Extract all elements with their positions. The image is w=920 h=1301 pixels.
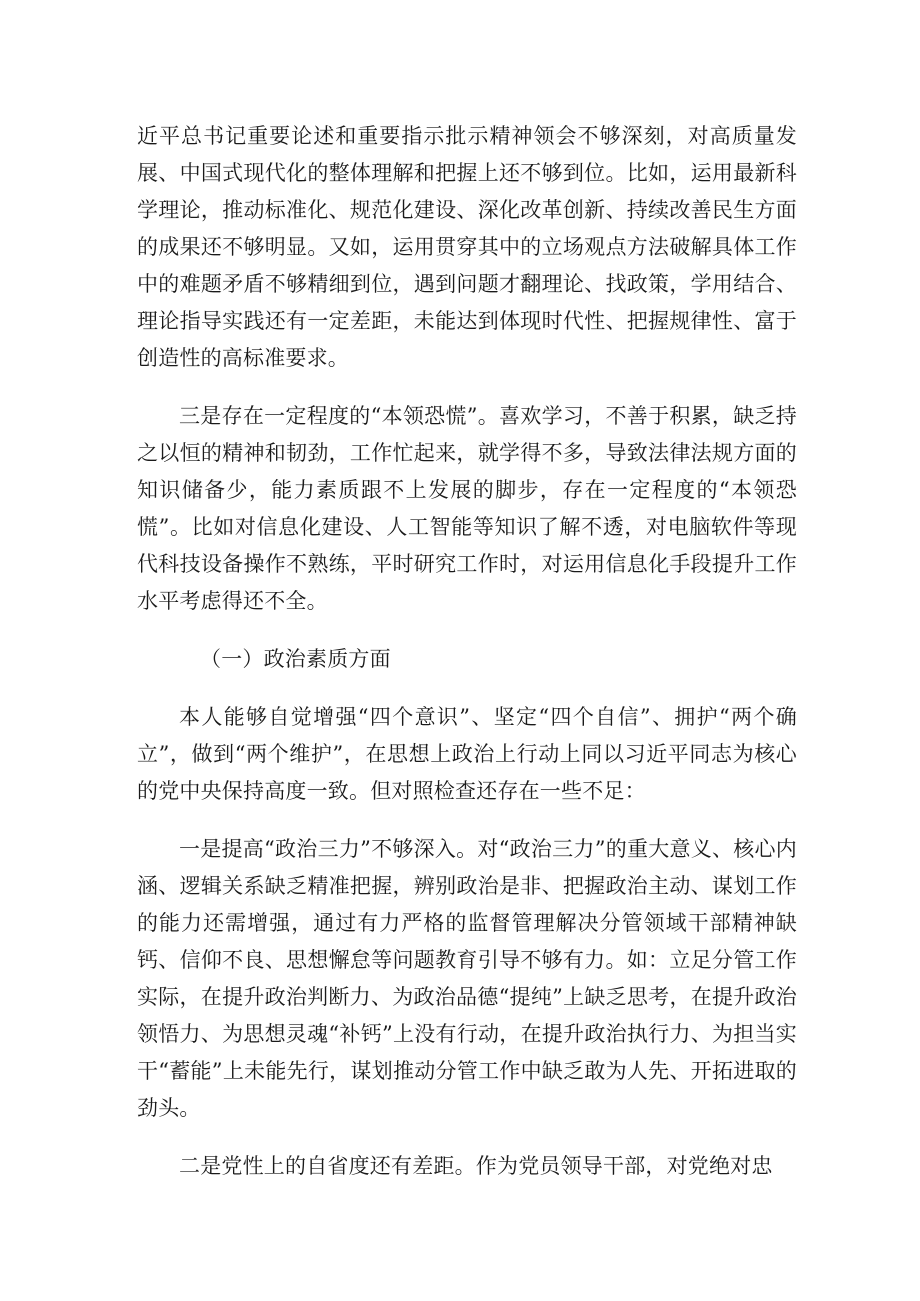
paragraph-three-ability-panic: 三是存在一定程度的“本领恐慌”。喜欢学习，不善于积累，缺乏持之以恒的精神和韧劲，工作忙起来，就学得不多，导致法律法规方面的知识储备少，能力素质跟不上发展的脚步，存在一定程度的“本领恐慌”。比如对信息化建设、人工智能等知识了解不透，对电脑软件等现代科技设备操作不熟练，平时研究工作时，对运用信息化手段提升工作水平考虑得还不全。	[137, 404, 797, 613]
section-heading-political-quality: （一）政治素质方面	[200, 647, 391, 671]
paragraph-one-political-three-forces: 一是提高“政治三力”不够深入。对“政治三力”的重大意义、核心内涵、逻辑关系缺乏精准把握，辨别政治是非、把握政治主动、谋划工作的能力还需增强，通过有力严格的监督管理解决分管领域干部精神缺钙、信仰不良、思想懈怠等问题教育引导不够有力。如：立足分管工作实际，在提升政治判断力、为政治品德“提纯”上缺乏思考，在提升政治领悟力、为思想灵魂“补钙”上没有行动，在提升政治执行力、为担当实干“蓄能”上未能先行，谋划推动分管工作中缺乏敢为人先、开拓进取的劲头。	[137, 837, 797, 1120]
paragraph-two-party-spirit: 二是党性上的自省度还有差距。作为党员领导干部，对党绝对忠	[179, 1154, 773, 1178]
document-body	[137, 118, 797, 1206]
paragraph-political-alignment: 本人能够自觉增强“四个意识”、坚定“四个自信”、拥护“两个确立”，做到“两个维护”，在思想上政治上行动上同以习近平同志为核心的党中央保持高度一致。但对照检查还存在一些不足：	[137, 705, 797, 803]
paragraph-continuation: 近平总书记重要论述和重要指示批示精神领会不够深刻，对高质量发展、中国式现代化的整体理解和把握上还不够到位。比如，运用最新科学理论，推动标准化、规范化建设、深化改革创新、持续改善民生方面的成果还不够明显。又如，运用贯穿其中的立场观点方法破解具体工作中的难题矛盾不够精细到位，遇到问题才翻理论、找政策，学用结合、理论指导实践还有一定差距，未能达到体现时代性、把握规律性、富于创造性的高标准要求。	[137, 124, 797, 370]
